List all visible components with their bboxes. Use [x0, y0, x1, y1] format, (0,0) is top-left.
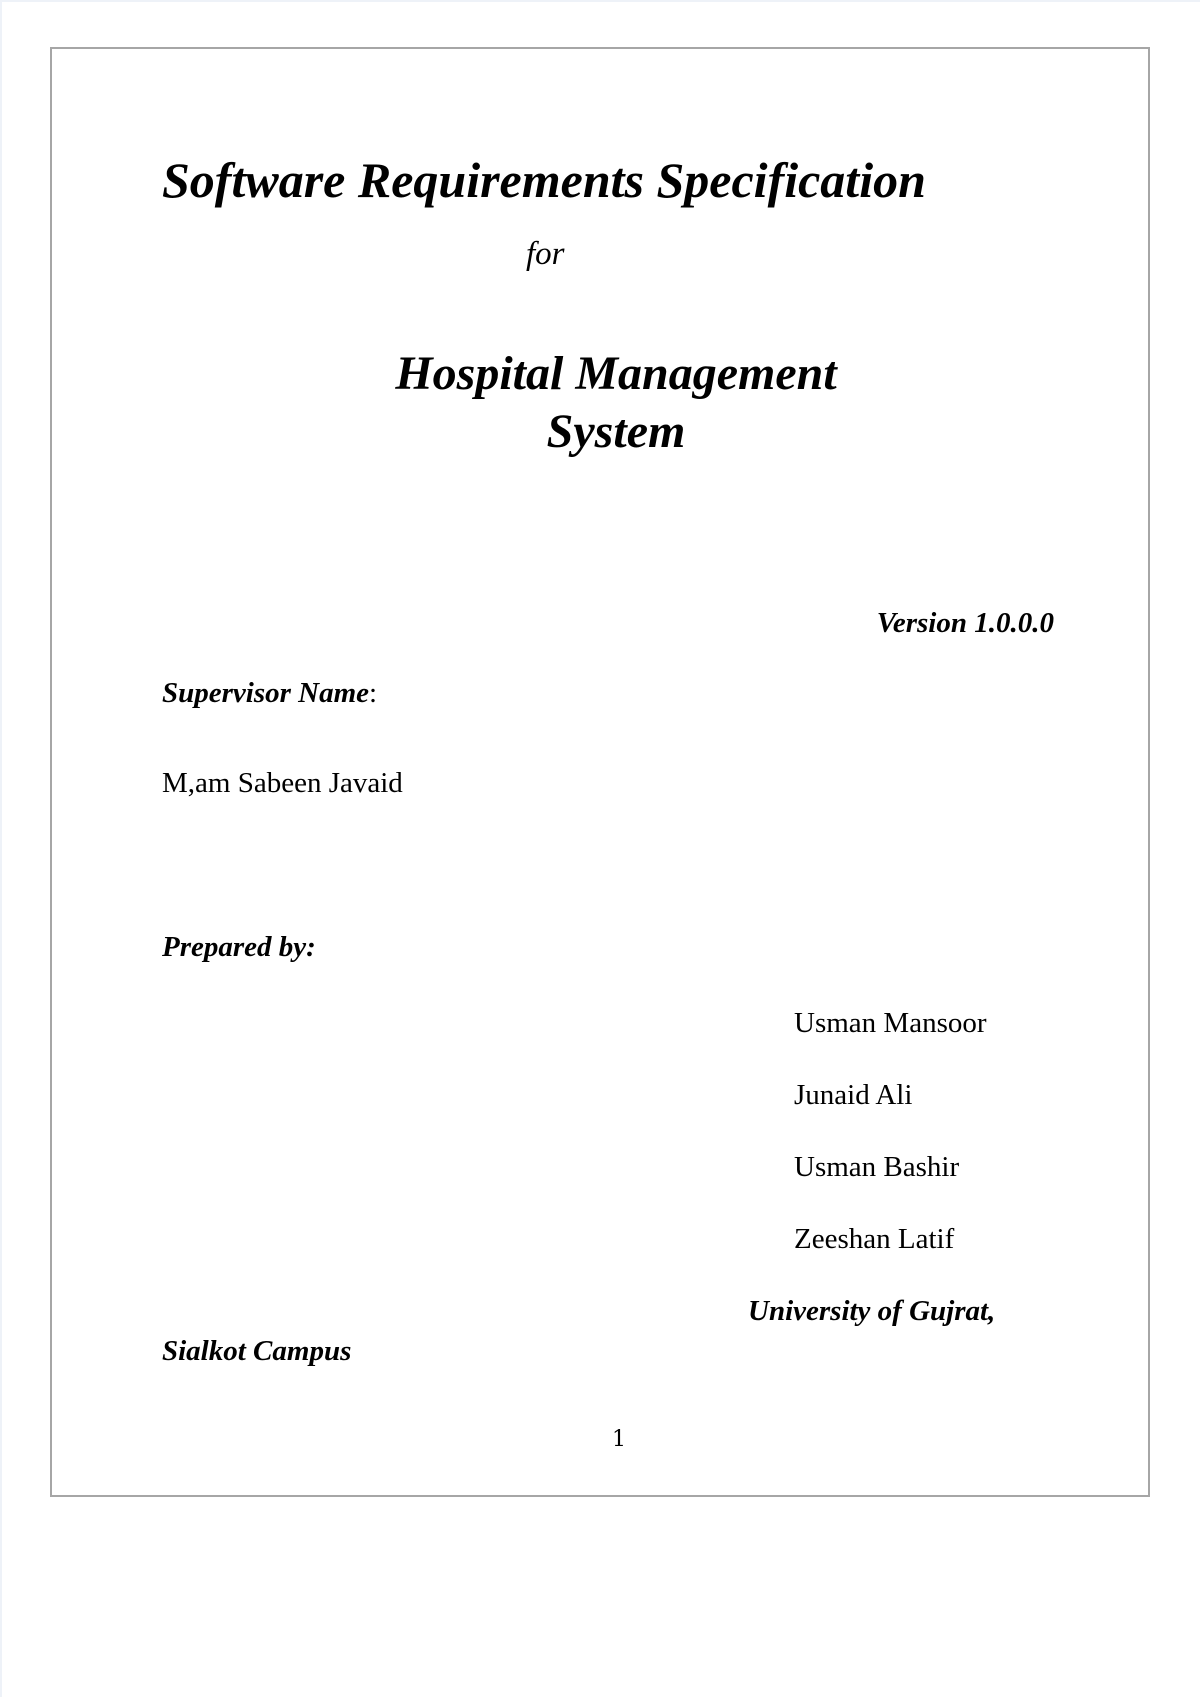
- campus-name: Sialkot Campus: [162, 1335, 352, 1367]
- document-page: [2, 2, 1200, 1697]
- author-name: Junaid Ali: [794, 1079, 913, 1111]
- prepared-by-label: Prepared by:: [162, 931, 316, 963]
- document-title: Software Requirements Specification: [162, 152, 926, 208]
- university-name: University of Gujrat,: [748, 1295, 996, 1327]
- system-name-line-2: System: [546, 405, 686, 458]
- supervisor-heading: [162, 674, 377, 712]
- page-number: 1: [612, 1427, 626, 1452]
- supervisor-label: Supervisor Name: [162, 677, 370, 709]
- system-name-line-1: Hospital Management: [395, 347, 837, 400]
- author-name: Usman Bashir: [794, 1151, 960, 1183]
- for-text: for: [526, 236, 565, 272]
- supervisor-colon: :: [369, 677, 378, 709]
- supervisor-name: M,am Sabeen Javaid: [162, 767, 403, 799]
- version-label: Version 1.0.0.0: [876, 607, 1054, 639]
- author-name: Usman Mansoor: [794, 1007, 987, 1039]
- author-name: Zeeshan Latif: [794, 1223, 955, 1255]
